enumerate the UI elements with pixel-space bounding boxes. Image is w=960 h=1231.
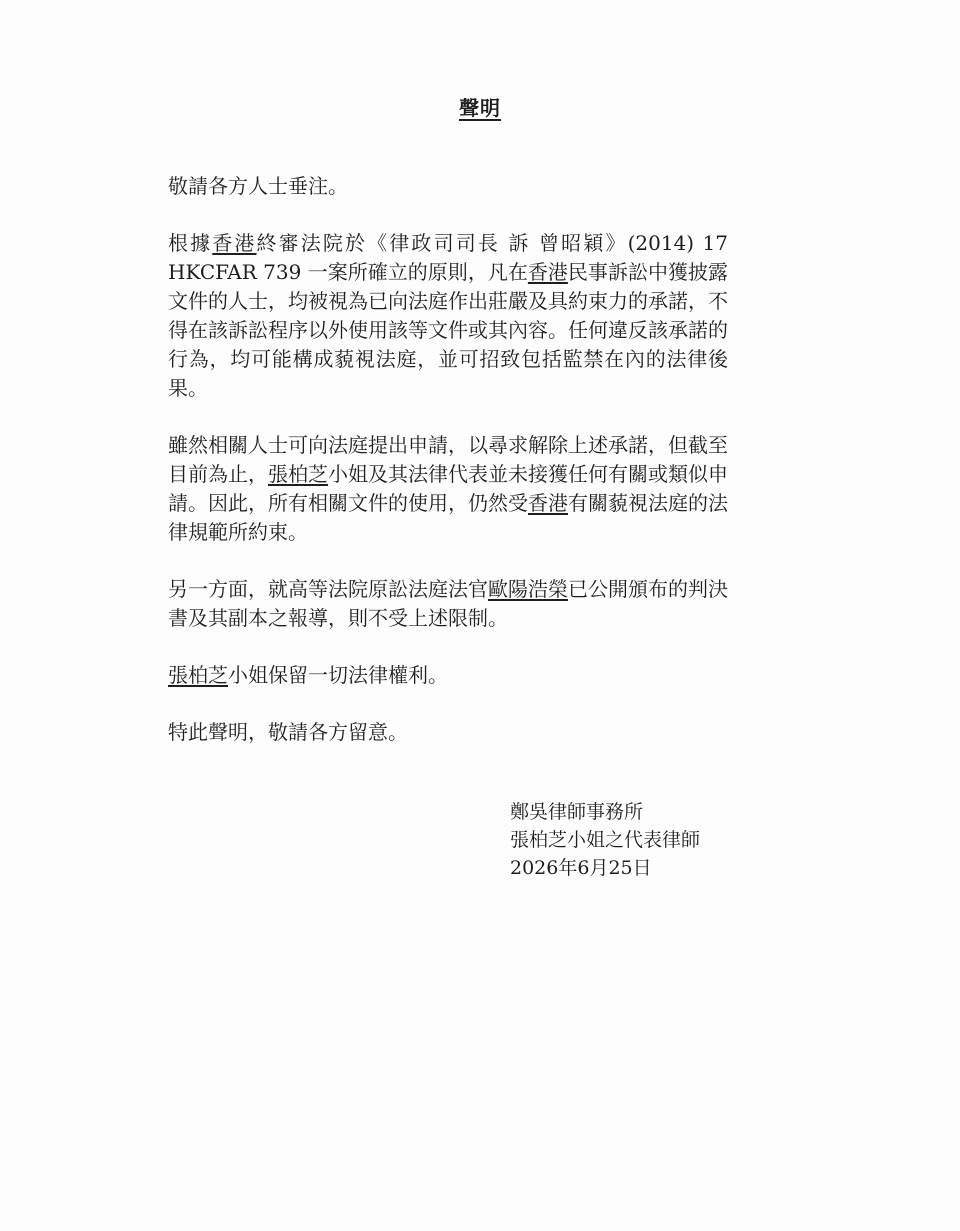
signature-firm: 鄭吳律師事務所 bbox=[510, 801, 644, 823]
paragraph bbox=[168, 431, 728, 547]
underlined-name: 香港 bbox=[528, 491, 568, 515]
paragraph-text: 小姐保留一切法律權利。 bbox=[228, 663, 448, 687]
signature-role: 張柏芝小姐之代表律師 bbox=[510, 829, 701, 851]
underlined-name: 張柏芝 bbox=[268, 462, 328, 486]
paragraph bbox=[168, 661, 728, 690]
underlined-name: 張柏芝 bbox=[168, 663, 228, 687]
statement-body bbox=[168, 172, 728, 775]
underlined-name: 香港 bbox=[212, 231, 257, 255]
paragraph bbox=[168, 172, 728, 201]
paragraph-text: 已公開頒布的判決書及其副本之報導，則不受上述限制。 bbox=[168, 577, 728, 630]
paragraph bbox=[168, 718, 728, 747]
paragraph-text: 雖然相關人士可向法庭提出申請，以尋求解除上述承諾，但截至目前為止， bbox=[168, 433, 728, 486]
paragraph-text: 另一方面，就高等法院原訟法庭法官 bbox=[168, 577, 488, 601]
paragraph-text: 小姐及其法律代表並未接獲任何有關或類似申請。因此，所有相關文件的使用，仍然受 bbox=[168, 462, 728, 515]
underlined-name: 歐陽浩榮 bbox=[488, 577, 568, 601]
underlined-name: 香港 bbox=[527, 260, 568, 284]
paragraph bbox=[168, 575, 728, 633]
document-title-text: 聲明 bbox=[459, 96, 501, 120]
paragraph-text: 民事訴訟中獲披露文件的人士，均被視為已向法庭作出莊嚴及具約束力的承諾，不得在該訴訟程序以外使用該等文件或其內容。任何違反該承諾的行為，均可能構成藐視法庭，並可招致包括監禁在內的法律後果。 bbox=[168, 260, 729, 400]
signature-block bbox=[510, 798, 700, 882]
paragraph-text: 有關藐視法庭的法律規範所約束。 bbox=[168, 491, 728, 544]
paragraph bbox=[168, 229, 728, 403]
paragraph-text: 敬請各方人士垂注。 bbox=[168, 174, 348, 198]
signature-date: 2026年6月25日 bbox=[510, 857, 652, 879]
document-title bbox=[0, 92, 960, 121]
paragraph-text: 根據 bbox=[168, 231, 213, 255]
paragraph-text: 特此聲明，敬請各方留意。 bbox=[168, 720, 408, 744]
paragraph-text: 終審法院於《律政司司長 訴 曾昭穎》(2014) 17 HKCFAR 739 一案所確立的原則，凡在 bbox=[168, 231, 729, 284]
